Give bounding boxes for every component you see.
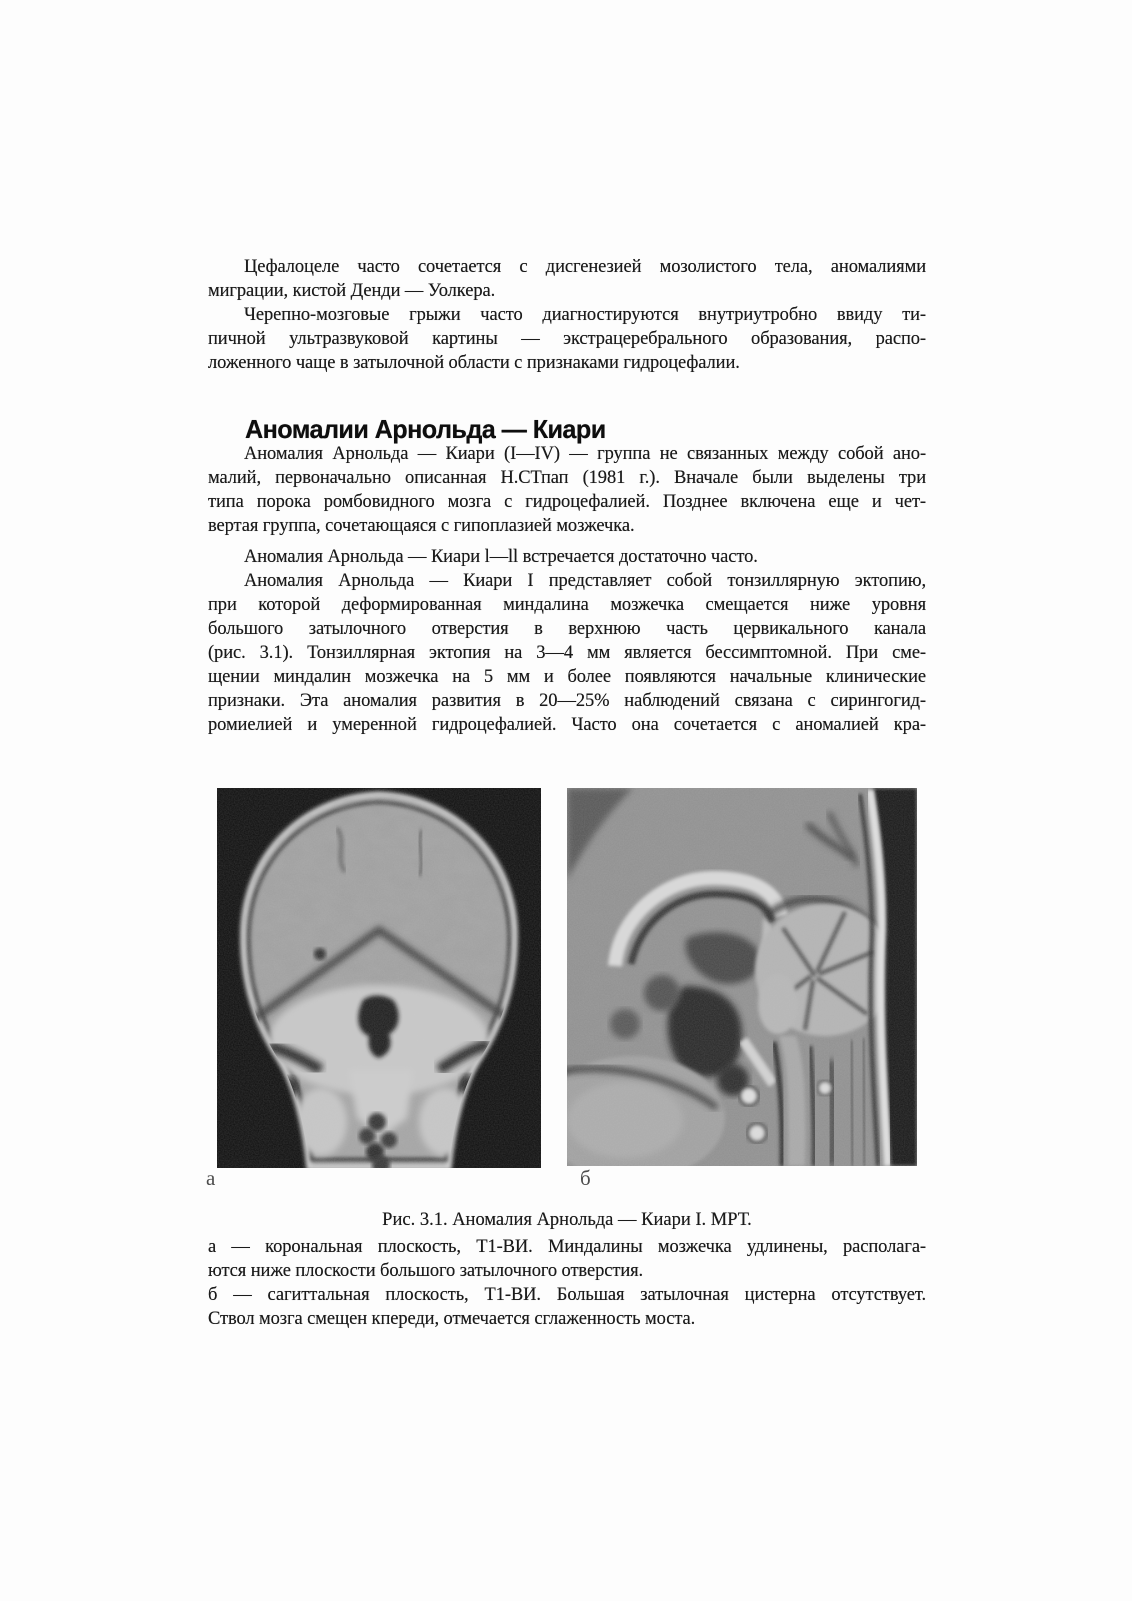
text-line: а — корональная плоскость, Т1-ВИ. Миндалины мозжечка удлинены, располага- bbox=[208, 1237, 926, 1257]
text-line: Черепно-мозговые грыжи часто диагностируются внутриутробно ввиду ти- bbox=[244, 305, 926, 325]
section-paragraph-3 bbox=[208, 569, 926, 737]
text-line: большого затылочного отверстия в верхнюю часть цервикального канала bbox=[208, 619, 926, 639]
figure-label-a: а bbox=[206, 1166, 216, 1190]
text-line: Аномалия Арнольда — Киари l—ll встречается достаточно часто. bbox=[244, 547, 758, 567]
text-line: при которой деформированная миндалина мозжечка смещается ниже уровня bbox=[208, 595, 926, 615]
text-line: малий, первоначально описанная Н.СТпап (1981 г.). Вначале были выделены три bbox=[208, 468, 926, 488]
text-line: б — сагиттальная плоскость, Т1-ВИ. Большая затылочная цистерна отсутствует. bbox=[208, 1285, 926, 1305]
intro-paragraph-1 bbox=[208, 255, 926, 303]
text-line: ложенного чаще в затылочной области с признаками гидроцефалии. bbox=[208, 353, 740, 373]
section-heading: Аномалии Арнольда — Киари bbox=[245, 413, 606, 444]
figure-caption-title: Рис. 3.1. Аномалия Арнольда — Киари I. МРТ. bbox=[382, 1210, 752, 1230]
section-paragraph-1 bbox=[208, 442, 926, 538]
intro-paragraph-2 bbox=[208, 303, 926, 375]
text-line: Ствол мозга смещен кпереди, отмечается сглаженность моста. bbox=[208, 1309, 696, 1329]
text-line: ромиелией и умеренной гидроцефалией. Часто она сочетается с аномалией кра- bbox=[208, 715, 926, 735]
text-line: признаки. Эта аномалия развития в 20—25% наблюдений связана с сирингогид- bbox=[208, 691, 926, 711]
text-line: Аномалия Арнольда — Киари I представляет собой тонзиллярную эктопию, bbox=[244, 571, 926, 591]
text-line: Аномалия Арнольда — Киари (I—IV) — группа не связанных между собой ано- bbox=[244, 444, 926, 464]
sagittal-mri-graphic bbox=[567, 788, 917, 1166]
mri-sagittal-image bbox=[567, 788, 917, 1166]
text-line: миграции, кистой Денди — Уолкера. bbox=[208, 281, 496, 301]
section-paragraph-2 bbox=[208, 545, 926, 569]
text-line: типа порока ромбовидного мозга с гидроцефалией. Позднее включена еще и чет- bbox=[208, 492, 926, 512]
text-line: щении миндалин мозжечка на 5 мм и более появляются начальные клинические bbox=[208, 667, 926, 687]
text-line: пичной ультразвуковой картины — экстрацеребрального образования, распо- bbox=[208, 329, 926, 349]
figure-caption-notes bbox=[208, 1235, 926, 1331]
coronal-mri-graphic bbox=[217, 788, 541, 1168]
text-line: Цефалоцеле часто сочетается с дисгенезией мозолистого тела, аномалиями bbox=[244, 257, 926, 277]
text-line: вертая группа, сочетающаяся с гипоплазией мозжечка. bbox=[208, 516, 635, 536]
text-line: (рис. 3.1). Тонзиллярная эктопия на 3—4 мм является бессимптомной. При сме- bbox=[208, 643, 926, 663]
text-line: ются ниже плоскости большого затылочного отверстия. bbox=[208, 1261, 644, 1281]
figure-label-b: б bbox=[580, 1166, 591, 1190]
mri-coronal-image bbox=[217, 788, 541, 1168]
